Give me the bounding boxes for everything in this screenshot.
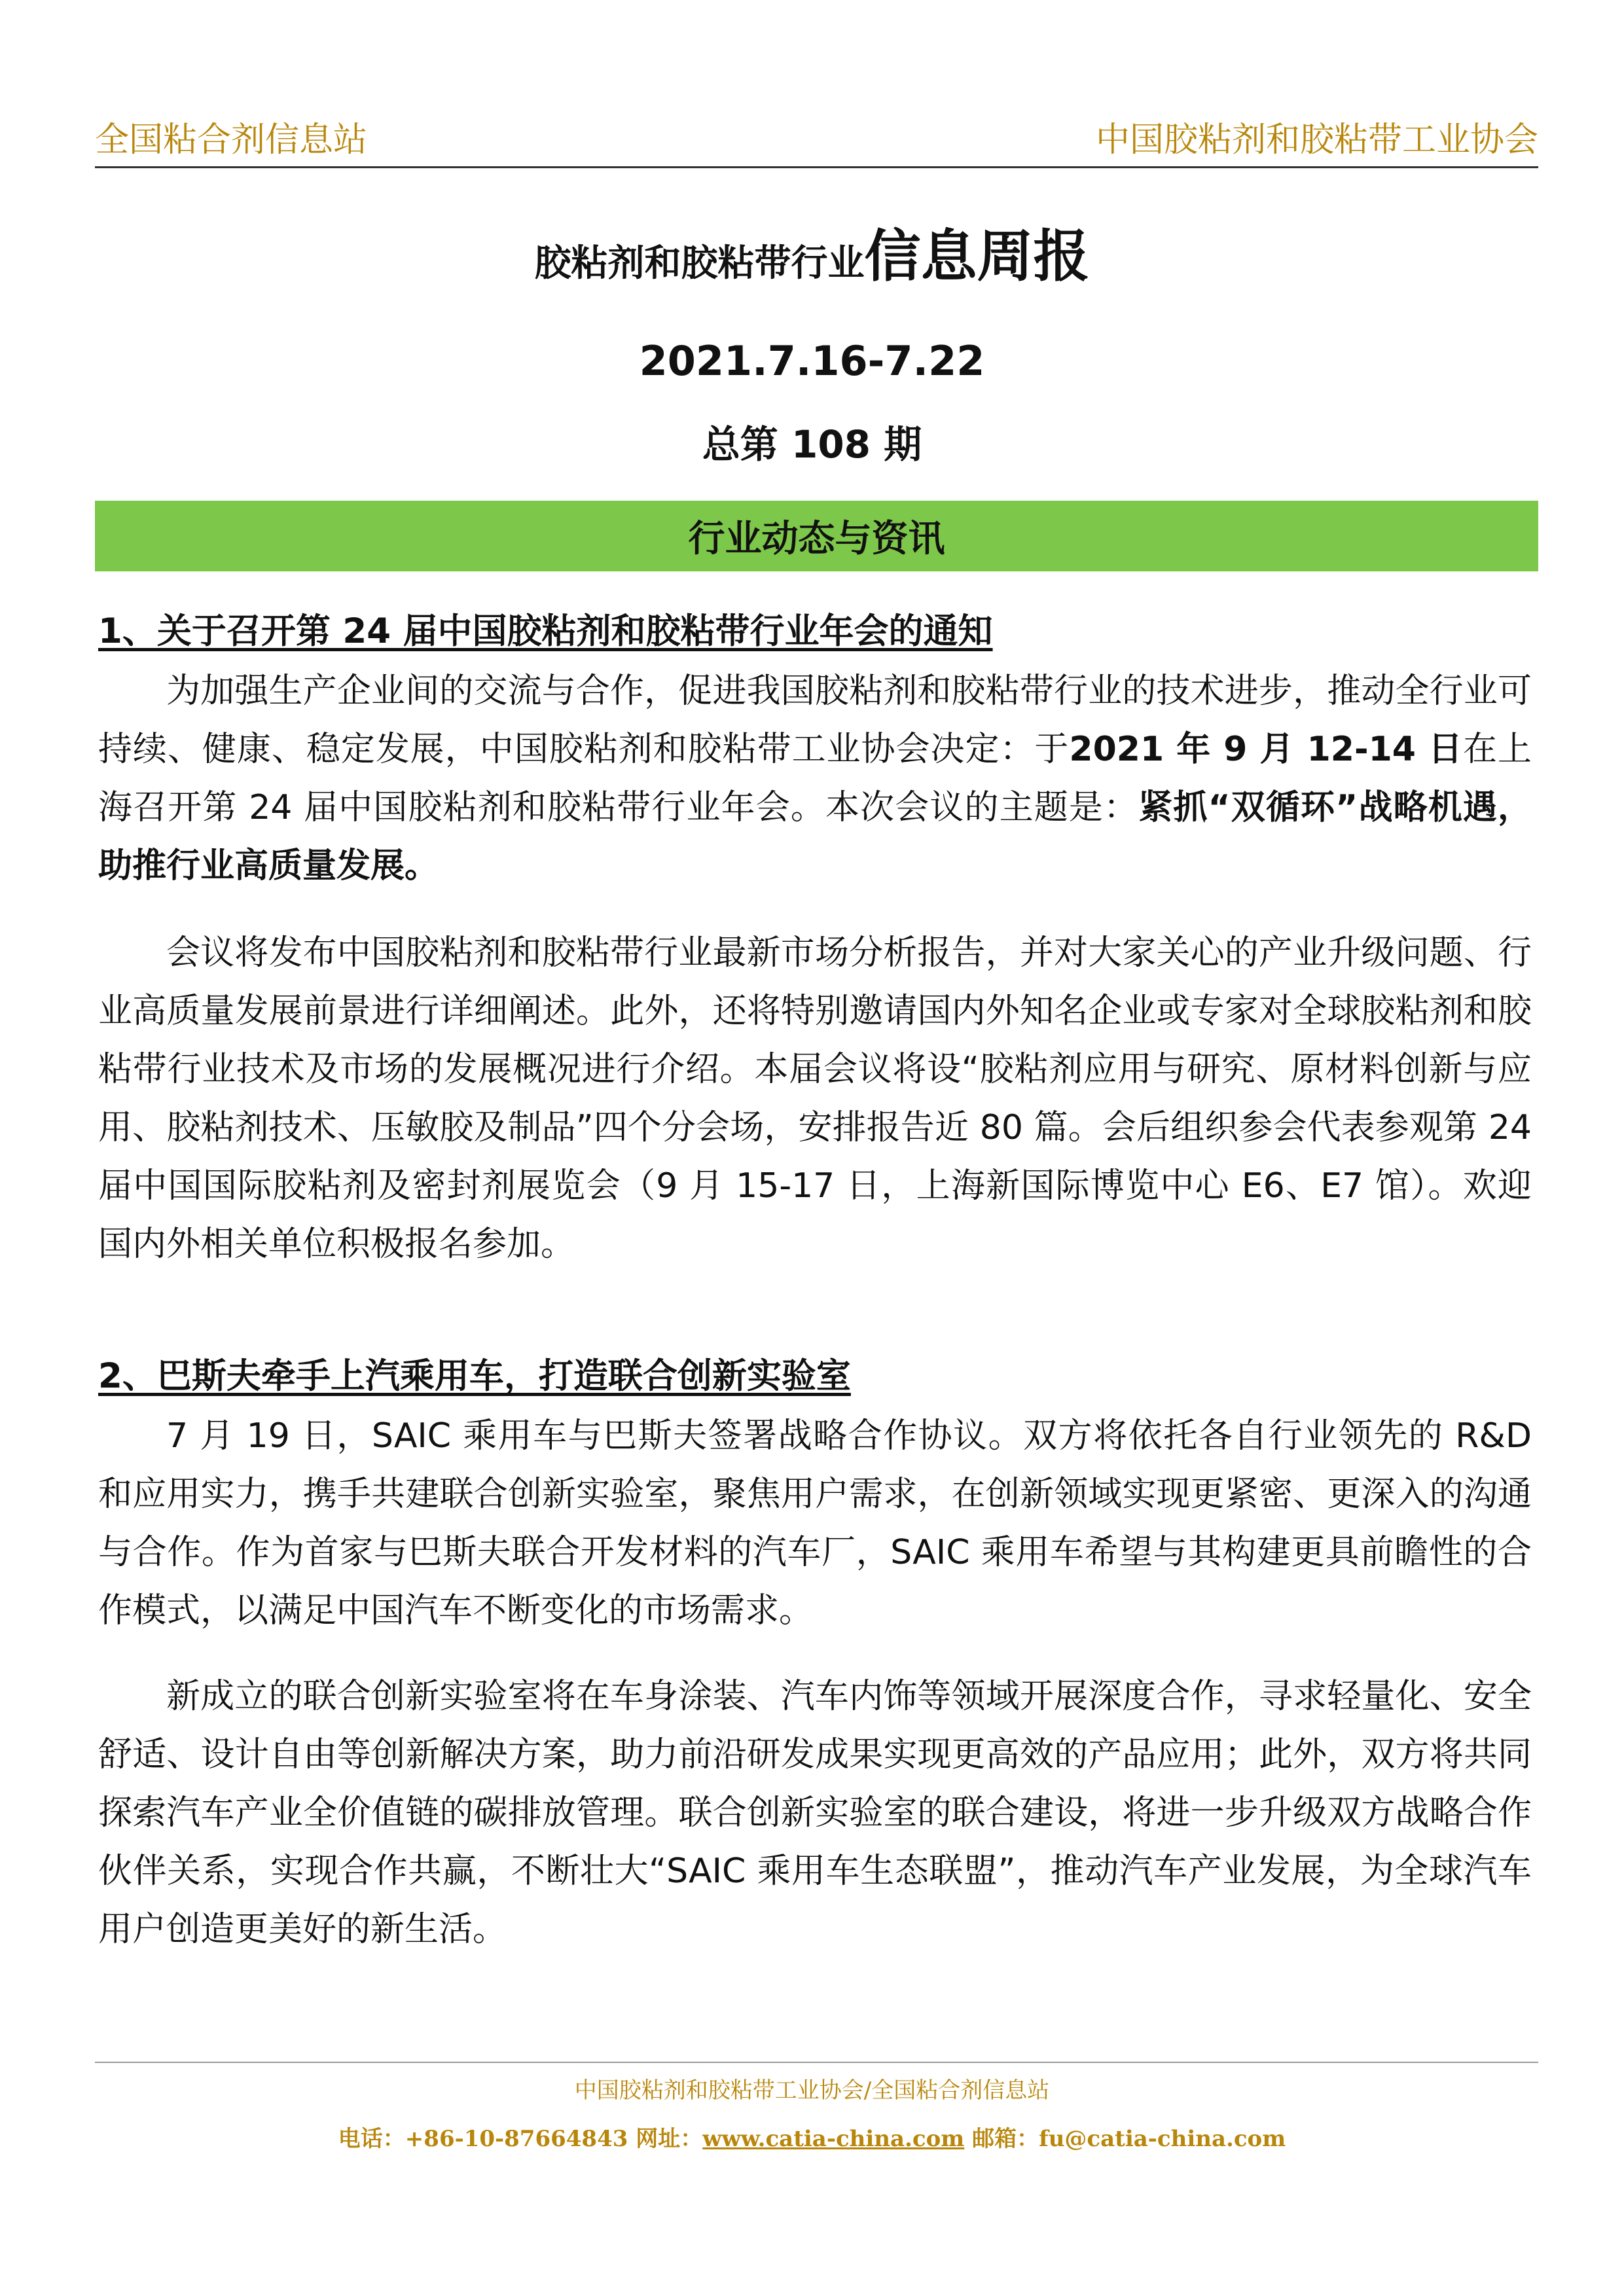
meeting-theme: 紧抓“双循环”战略机遇，助推行业高质量发展。 — [98, 788, 1532, 886]
website-link[interactable]: www.catia-china.com — [702, 2126, 965, 2152]
footer-divider — [95, 2062, 1538, 2063]
meeting-date: 2021 年 9 月 12-14 日 — [1069, 730, 1463, 769]
footer-organization: 中国胶粘剂和胶粘带工业协会/全国粘合剂信息站 — [574, 2077, 1050, 2104]
article-1-paragraph-2: 会议将发布中国胶粘剂和胶粘带行业最新市场分析报告，并对大家关心的产业升级问题、行业高质量发展前景进行详细阐述。此外，还将特别邀请国内外知名企业或专家对全球胶粘剂和胶粘带行业技术及市场的发展概况进行介绍。本届会议将设“胶粘剂应用与研究、原材料创新与应用、胶粘剂技术、压敏胶及制品”四个分会场，安排报告近 80 篇。会后组织参会代表参观第 24 届中国国际胶粘剂及密封剂展览会（9 月 15-17 日，上海新国际博览中心 E6、E7 馆）。欢迎国内外相关单位积极报名参加。 — [98, 933, 1532, 1264]
page-title — [0, 211, 1624, 292]
footer-contact: 电话：+86-10-87664843 网址：www.catia-china.com 邮箱：fu@catia-china.com — [338, 2126, 1286, 2152]
issue-number: 总第 108 期 — [702, 422, 922, 467]
title-big: 信息周报 — [864, 224, 1090, 289]
article-2-paragraph-1: 7 月 19 日，SAIC 乘用车与巴斯夫签署战略合作协议。双方将依托各自行业领先的 R&D 和应用实力，携手共建联合创新实验室，聚焦用户需求，在创新领域实现更紧密、更深入的沟通与合作。作为首家与巴斯夫联合开发材料的汽车厂，SAIC 乘用车希望与其构建更具前瞻性的合作模式，以满足中国汽车不断变化的市场需求。 — [98, 1416, 1532, 1630]
header-left: 全国粘合剂信息站 — [95, 120, 368, 160]
header-right: 中国胶粘剂和胶粘带工业协会 — [1095, 120, 1538, 160]
date-range: 2021.7.16-7.22 — [639, 337, 985, 385]
article-1-paragraph-1: 为加强生产企业间的交流与合作，促进我国胶粘剂和胶粘带行业的技术进步，推动全行业可持续、健康、稳定发展，中国胶粘剂和胶粘带工业协会决定：于2021 年 9 月 12-14 日在上海召开第 24 届中国胶粘剂和胶粘带行业年会。本次会议的主题是：紧抓“双循环”战略机遇，助推行业高质量发展。 — [98, 672, 1532, 886]
email-text: 邮箱：fu@catia-china.com — [964, 2126, 1286, 2152]
section-title: 行业动态与资讯 — [688, 518, 945, 560]
title-small: 胶粘剂和胶粘带行业 — [534, 242, 865, 285]
article-2-title: 2、巴斯夫牵手上汽乘用车，打造联合创新实验室 — [98, 1356, 851, 1396]
article-1-title: 1、关于召开第 24 届中国胶粘剂和胶粘带行业年会的通知 — [98, 611, 993, 651]
page-header — [95, 111, 1538, 168]
section-banner — [95, 501, 1538, 571]
article-2-paragraph-2: 新成立的联合创新实验室将在车身涂装、汽车内饰等领域开展深度合作，寻求轻量化、安全舒适、设计自由等创新解决方案，助力前沿研发成果实现更高效的产品应用；此外，双方将共同探索汽车产业全价值链的碳排放管理。联合创新实验室的联合建设，将进一步升级双方战略合作伙伴关系，实现合作共赢，不断壮大“SAIC 乘用车生态联盟”，推动汽车产业发展，为全球汽车用户创造更美好的新生活。 — [98, 1677, 1532, 1949]
